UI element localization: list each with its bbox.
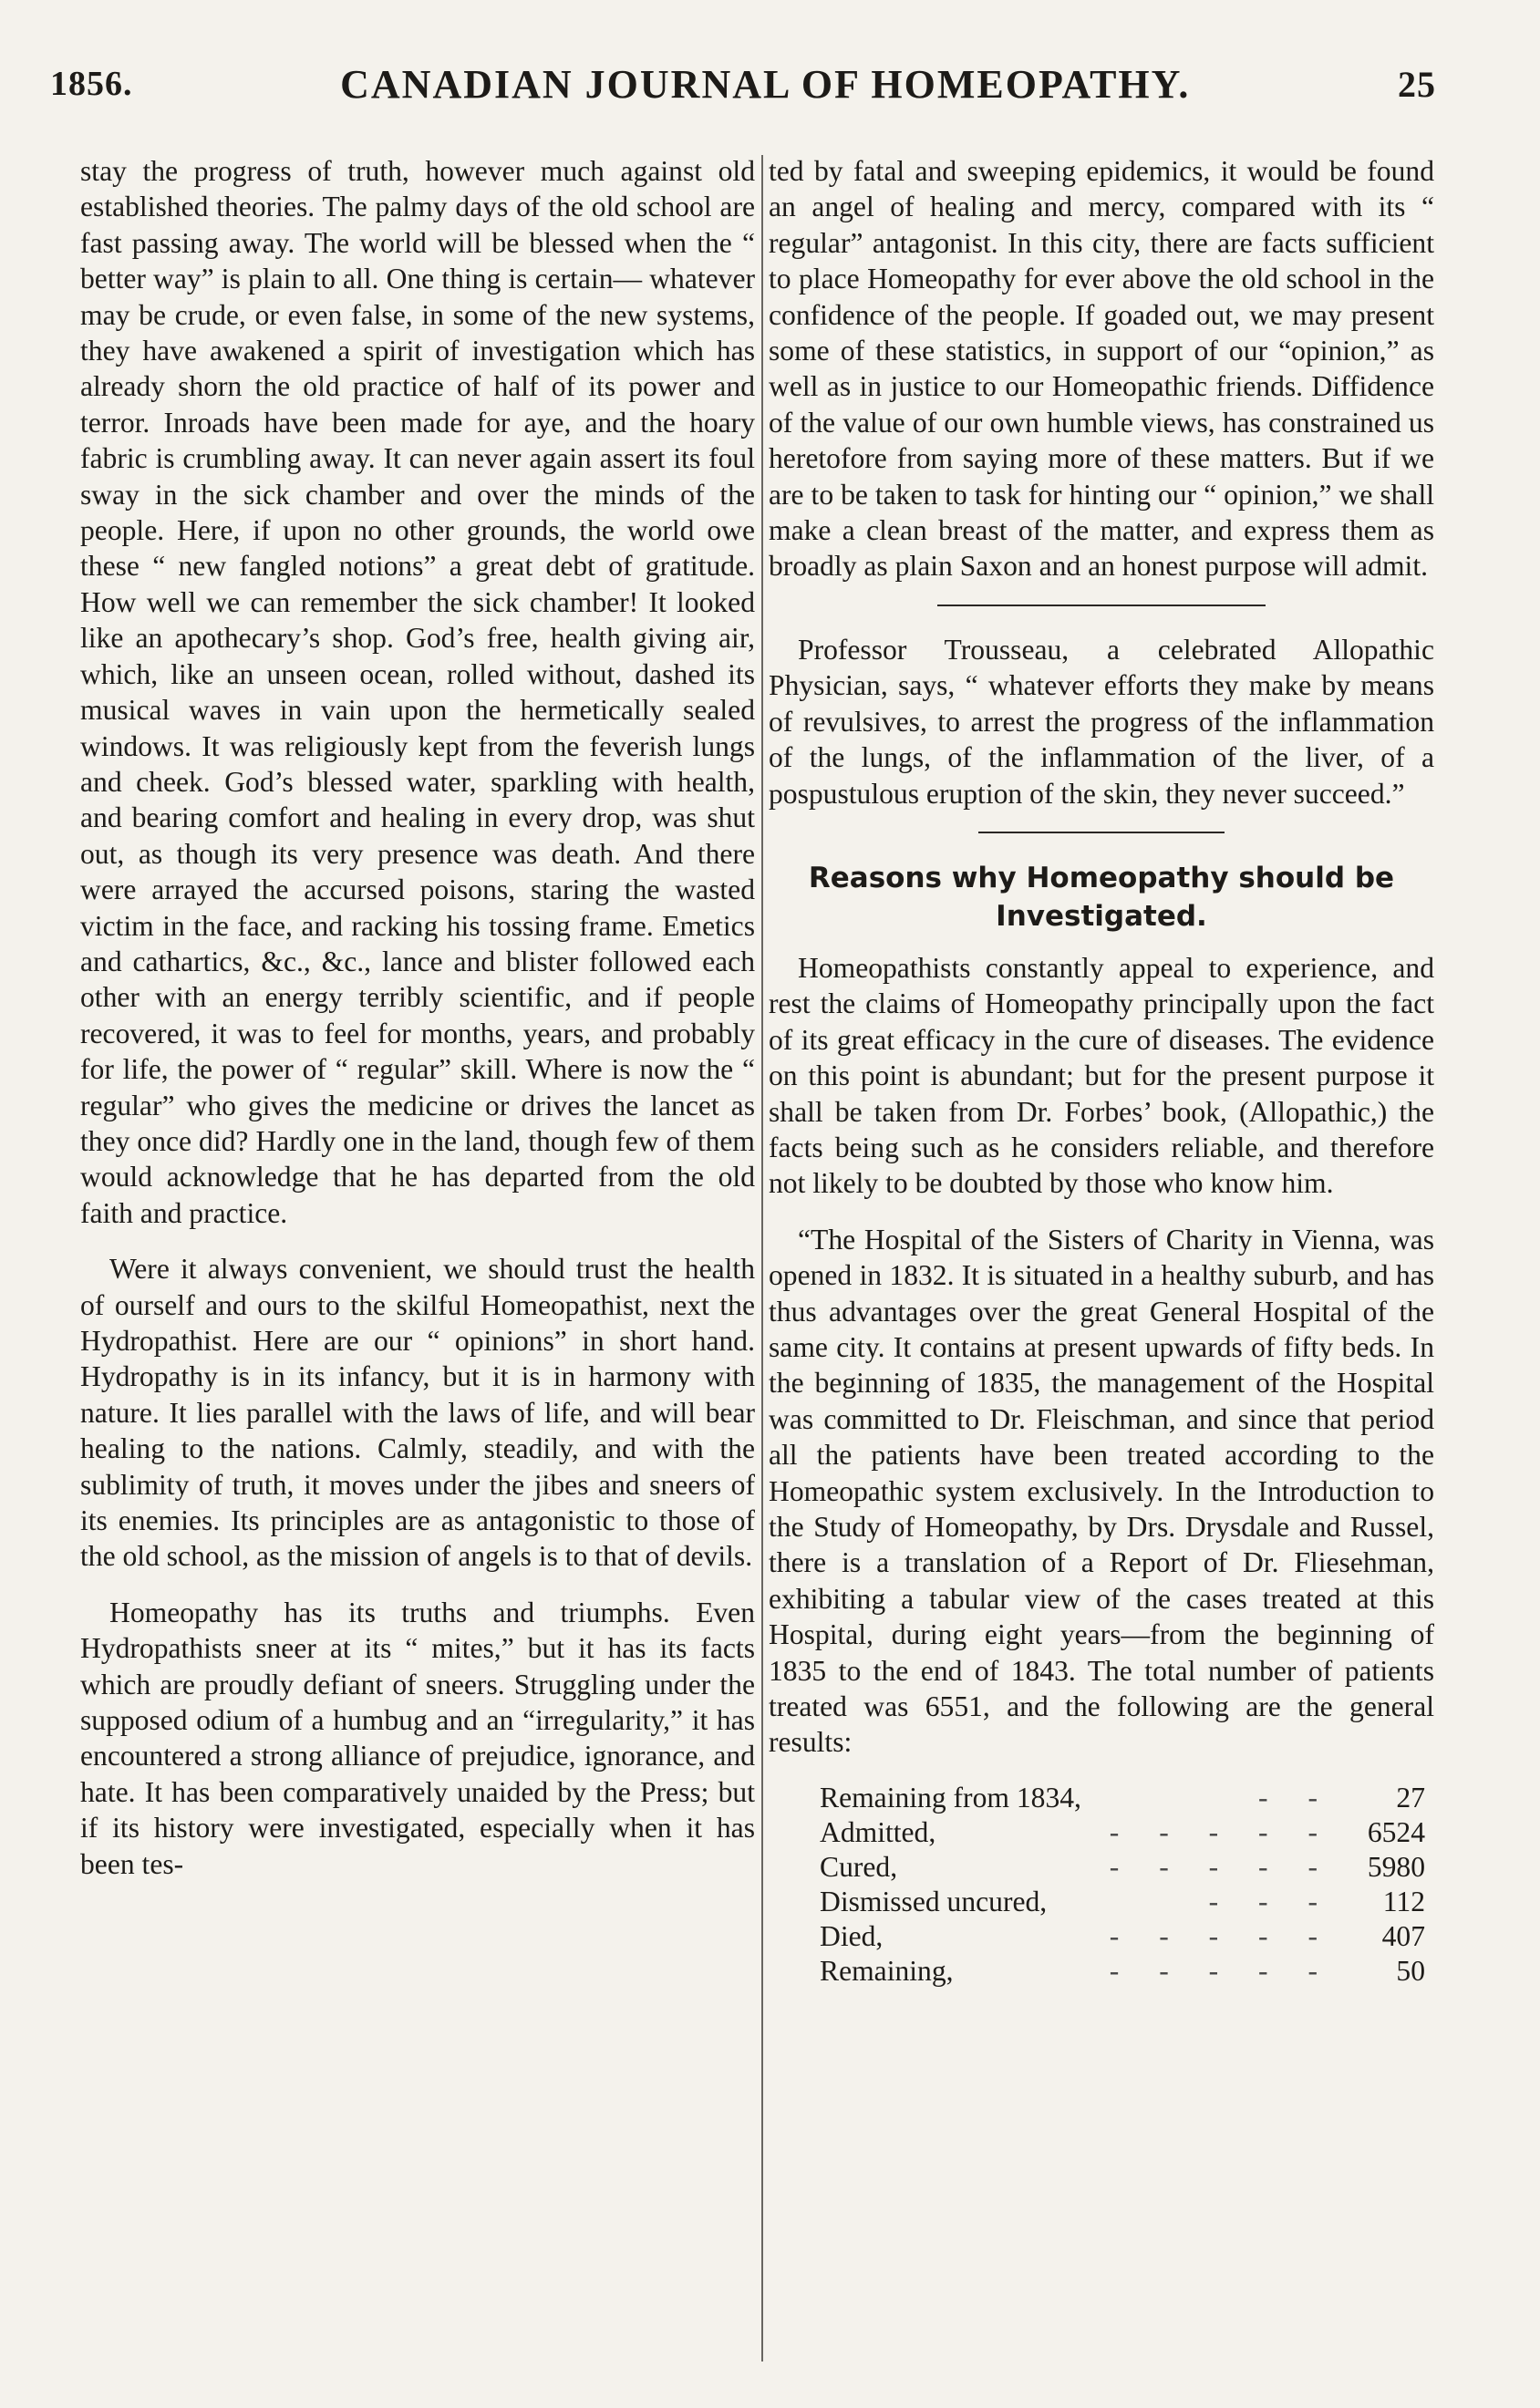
results-value: 27 xyxy=(1396,1781,1425,1814)
results-label: Admitted, xyxy=(820,1815,936,1848)
results-row xyxy=(769,1954,1434,1989)
results-value: 50 xyxy=(1396,1954,1425,1987)
left-paragraph-1: stay the progress of truth, however much against old established theories. The palmy days of the old school are fast passing away. The world will be blessed when the “ better way” is plain to all. One thing is certain— whatever may be crude, or even false, in some of the new systems, they have awakened a spirit of investigation which has already shorn the old practice of half of its power and terror. Inroads have been made for aye, and the hoary fabric is crumbling away. It can never again assert its foul sway in the sick chamber and over the minds of the people. Here, if upon no other grounds, the world owe these “ new fangled notions” a great debt of gratitude. How well we can remember the sick chamber! It looked like an apothecary’s shop. God’s free, health giving air, which, like an unseen ocean, rolled without, dashed its musical waves in vain upon the hermetically sealed windows. It was religiously kept from the feverish lungs and cheek. God’s blessed water, sparkling with health, and bearing comfort and healing in every drop, was shut out, as though its very presence was death. And there were arrayed the accursed poisons, staring the wasted victim in the face, and racking his tossing frame. Emetics and cathartics, &c., &c., lance and blister followed each other with an energy terribly scientific, and if people recovered, it was to feel for months, years, and probably for life, the power of “ regular” skill. Where is now the “ regular” who gives the medicine or drives the lancet as they once did? Hardly one in the land, though few of them would acknowledge that he has departed from the old faith and practice. xyxy=(80,155,755,1229)
results-label: Died, xyxy=(820,1919,884,1952)
results-row xyxy=(769,1781,1434,1815)
section-heading: Reasons why Homeopathy should be Investigated. xyxy=(808,861,1395,933)
results-label: Dismissed uncured, xyxy=(820,1885,1048,1917)
results-leader: - - - - - xyxy=(1109,1919,1334,1952)
left-paragraph-3: Homeopathy has its truths and triumphs. Even Hydropathists sneer at its “ mites,” but it has its facts which are proudly defiant of sneers. Struggling under the supposed odium of a humbug and an “irregularity,” it has encountered a strong alliance of prejudice, ignorance, and hate. It has been comparatively unaided by the Press; but if its history were investigated, especially when it has been tes- xyxy=(80,1596,755,1880)
header-year: 1856. xyxy=(50,65,133,103)
results-table xyxy=(769,1781,1434,1989)
results-row xyxy=(769,1919,1434,1954)
results-value: 112 xyxy=(1382,1885,1425,1917)
right-paragraph-3: Homeopathists constantly appeal to experience, and rest the claims of Homeopathy principally upon the fact of its great efficacy in the cure of diseases. The evidence on this point is abundant; but for the present purpose it shall be taken from Dr. Forbes’ book, (Allopathic,) the facts being such as he considers reliable, and therefore not likely to be doubted by those who know him. xyxy=(769,951,1434,1200)
results-leader: - - - - - xyxy=(1109,1954,1334,1987)
results-leader: - - - - - xyxy=(1109,1815,1334,1848)
results-row xyxy=(769,1885,1434,1919)
running-header xyxy=(50,57,1436,111)
page-number: 25 xyxy=(1398,63,1436,105)
left-paragraph-2: Were it always convenient, we should trust the health of ourself and ours to the skilful Homeopathist, next the Hydropathist. Here are our “ opinions” in short hand. Hydropathy is in its infancy, but it is in harmony with nature. It lies parallel with the laws of life, and will bear healing to the nations. Calmly, steadily, and with the sublimity of truth, it moves under the jibes and sneers of its enemies. Its principles are as antagonistic to those of the old school, as the mission of angels is to that of devils. xyxy=(80,1253,755,1573)
results-value: 6524 xyxy=(1367,1815,1425,1848)
results-row xyxy=(769,1850,1434,1885)
results-row xyxy=(769,1815,1434,1850)
heading-rule xyxy=(978,832,1225,833)
right-paragraph-2: Professor Trousseau, a celebrated Allopathic Physician, says, “ whatever efforts they make by means of revulsives, to arrest the progress of the inflammation of the lungs, of the inflammation of the liver, of a pospustulous eruption of the skin, they never succeed.” xyxy=(769,633,1434,810)
section-rule xyxy=(937,605,1266,606)
left-column xyxy=(80,153,755,2378)
right-paragraph-4: “The Hospital of the Sisters of Charity in Vienna, was opened in 1832. It is situated in a healthy suburb, and has thus advantages over the great General Hospital of the same city. It contains at present upwards of fifty beds. In the beginning of 1835, the management of the Hospital was committed to Dr. Fleischman, and since that period all the patients have been treated according to the Homeopathic system exclusively. In the Introduction to the Study of Homeopathy, by Drs. Drysdale and Russel, there is a translation of a Report of Dr. Fliesehman, exhibiting a tabular view of the cases treated at this Hospital, during eight years—from the beginning of 1835 to the end of 1843. The total number of patients treated was 6551, and the following are the general results: xyxy=(769,1223,1434,1759)
results-value: 407 xyxy=(1381,1919,1425,1952)
column-divider xyxy=(761,155,763,2361)
journal-title: CANADIAN JOURNAL OF HOMEOPATHY. xyxy=(340,61,1191,107)
right-paragraph-1: ted by fatal and sweeping epidemics, it would be found an angel of healing and mercy, compared with its “ regular” antagonist. In this city, there are facts sufficient to place Homeopathy for ever above the old school in the confidence of the people. If goaded out, we may present some of these statistics, in support of our “opinion,” as well as in justice to our Homeopathic friends. Diffidence of the value of our own humble views, has constrained us heretofore from saying more of these matters. But if we are to be taken to task for hinting our “ opinion,” we shall make a clean breast of the matter, and express them as broadly as plain Saxon and an honest purpose will admit. xyxy=(769,155,1434,583)
results-label: Cured, xyxy=(820,1850,898,1883)
results-label: Remaining from 1834, xyxy=(820,1781,1081,1814)
results-leader: - - - xyxy=(1208,1885,1334,1917)
right-column xyxy=(769,153,1434,2378)
results-label: Remaining, xyxy=(820,1954,954,1987)
results-value: 5980 xyxy=(1367,1850,1425,1883)
results-leader: - - - - - xyxy=(1109,1850,1334,1883)
results-leader: - - xyxy=(1258,1781,1334,1814)
